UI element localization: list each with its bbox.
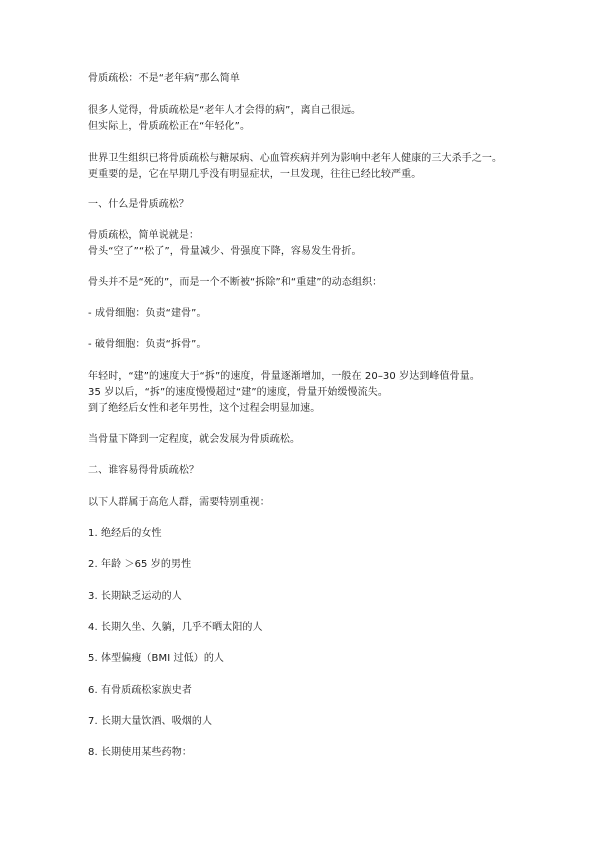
age-line-1: 年轻时，“建”的速度大于“拆”的速度，骨量逐渐增加，一般在 20–30 岁达到峰值骨量。 [88, 371, 480, 382]
list-item: 6. 有骨质疏松家族史者 [88, 685, 192, 696]
list-item: 1. 绝经后的女性 [88, 528, 162, 539]
conclusion-text: 当骨量下降到一定程度，就会发展为骨质疏松。 [88, 434, 301, 445]
document-title: 骨质疏松：不是“老年病”那么简单 [88, 73, 240, 84]
definition-line-1: 骨质疏松，简单说就是： [88, 230, 200, 241]
list-item: 2. 年龄 ＞65 岁的男性 [88, 559, 192, 570]
section-1-heading: 一、什么是骨质疏松？ [88, 199, 189, 210]
list-item: 8. 长期使用某些药物： [88, 747, 192, 758]
high-risk-lead: 以下人群属于高危人群，需要特别重视： [88, 497, 270, 508]
osteoblast-item: - 成骨细胞：负责“建骨”。 [88, 308, 207, 319]
list-item: 3. 长期缺乏运动的人 [88, 591, 182, 602]
osteoclast-item: - 破骨细胞：负责“拆骨”。 [88, 339, 207, 350]
section-2-heading: 二、谁容易得骨质疏松？ [88, 465, 200, 476]
definition-line-2: 骨头“空了”“松了”，骨量减少、骨强度下降，容易发生骨折。 [88, 246, 362, 257]
intro-line-1: 很多人觉得，骨质疏松是“老年人才会得的病”，离自己很远。 [88, 105, 362, 116]
intro-line-2: 但实际上，骨质疏松正在“年轻化”。 [88, 121, 251, 132]
who-line-2: 更重要的是，它在早期几乎没有明显症状，一旦发现，往往已经比较严重。 [88, 169, 422, 180]
age-line-2: 35 岁以后，“拆”的速度慢慢超过“建”的速度，骨量开始缓慢流失。 [88, 387, 388, 398]
dynamic-tissue-text: 骨头并不是“死的”，而是一个不断被“拆除”和“重建”的动态组织： [88, 277, 383, 288]
list-item: 4. 长期久坐、久躺，几乎不晒太阳的人 [88, 622, 263, 633]
list-item: 7. 长期大量饮酒、吸烟的人 [88, 716, 213, 727]
age-line-3: 到了绝经后女性和老年男性，这个过程会明显加速。 [88, 403, 321, 414]
who-line-1: 世界卫生组织已将骨质疏松与糖尿病、心血管疾病并列为影响中老年人健康的三大杀手之一。 [88, 153, 503, 164]
list-item: 5. 体型偏瘦（BMI 过低）的人 [88, 653, 225, 664]
